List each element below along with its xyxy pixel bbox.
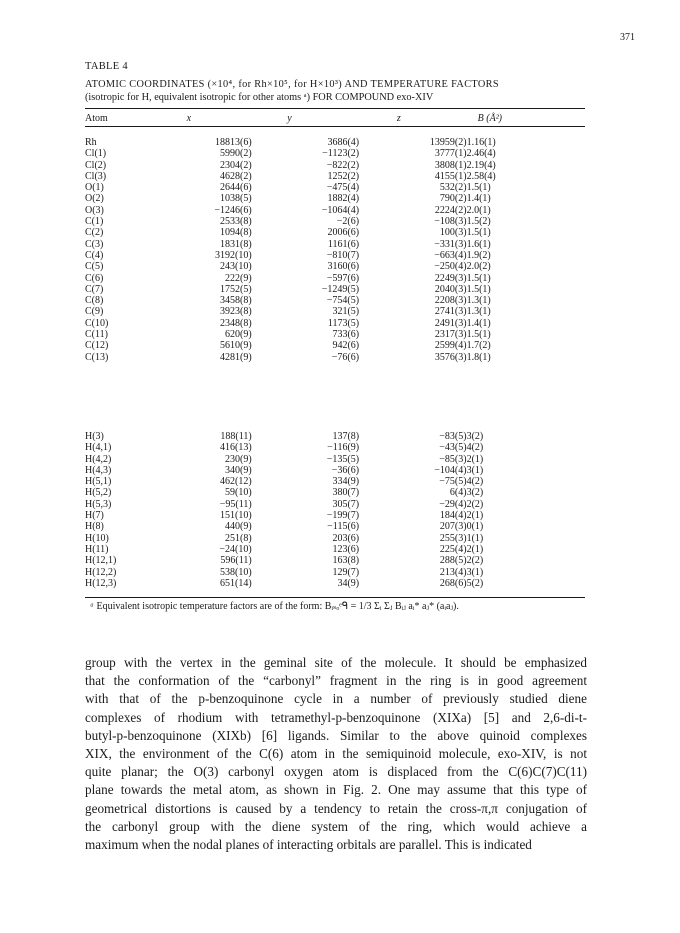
body-line: XIX, the environment of the C(6) atom in the semiquinoid molecule, exo-XIV, is not <box>85 746 587 762</box>
cell-b: 1.9(2) <box>466 249 491 261</box>
cell-atom: H(10) <box>85 532 109 544</box>
cell-b: 1.5(1) <box>466 329 491 341</box>
cell-x: 2644(6) <box>219 182 252 194</box>
cell-x: 416(13) <box>219 442 252 454</box>
cell-x: 222(9) <box>224 272 252 284</box>
cell-z: 532(2) <box>439 182 467 194</box>
cell-b: 1.6(1) <box>466 238 491 250</box>
cell-y: 203(6) <box>332 532 360 544</box>
table-row <box>85 442 585 453</box>
cell-b: 4(2) <box>466 476 484 488</box>
table-top-rule <box>85 108 585 109</box>
cell-z: 288(5) <box>439 555 467 567</box>
cell-atom: C(2) <box>85 227 104 239</box>
cell-atom: C(5) <box>85 261 104 273</box>
cell-b: 2.46(4) <box>466 148 496 160</box>
table-header <box>85 113 585 124</box>
table-row <box>85 329 585 340</box>
cell-b: 3(2) <box>466 431 484 442</box>
cell-b: 1.5(1) <box>466 283 491 295</box>
cell-z: −75(5) <box>439 476 467 488</box>
cell-z: −29(4) <box>439 498 467 510</box>
cell-y: −597(6) <box>326 272 360 284</box>
cell-z: 2741(3) <box>434 306 467 318</box>
cell-x: 1752(5) <box>219 283 252 295</box>
cell-b: 5(2) <box>466 577 484 589</box>
cell-z: −43(5) <box>439 442 467 454</box>
table-row <box>85 476 585 487</box>
table-row <box>85 352 585 363</box>
cell-y: 334(9) <box>332 476 360 488</box>
cell-y: −199(7) <box>326 510 360 522</box>
cell-b: 1.4(1) <box>466 317 491 329</box>
cell-x: 3923(8) <box>219 306 252 318</box>
table-row <box>85 510 585 521</box>
cell-x: 4281(9) <box>219 351 252 363</box>
cell-y: −475(4) <box>326 182 360 194</box>
footnote-text: Equivalent isotropic temperature factors are of the form: Bᵢₛₒᵉᑫ = 1/3 Σᵢ Σⱼ Bᵢⱼ aᵢ* aⱼ* (aᵢaⱼ). <box>96 601 459 612</box>
cell-y: −1249(5) <box>321 283 360 295</box>
cell-b: 1.16(1) <box>466 137 496 148</box>
cell-x: 3458(8) <box>219 295 252 307</box>
table-row <box>85 227 585 238</box>
cell-atom: C(11) <box>85 329 108 341</box>
cell-atom: Rh <box>85 137 97 148</box>
cell-atom: H(12,1) <box>85 555 117 567</box>
cell-z: 184(4) <box>439 510 467 522</box>
cell-x: 538(10) <box>219 566 252 578</box>
table-row <box>85 499 585 510</box>
cell-x: 4628(2) <box>219 170 252 182</box>
body-line: complexes of rhodium with tetramethyl-p-benzoquinone (XIXa) [5] and 2,6-di-t- <box>85 709 587 725</box>
cell-atom: H(5,1) <box>85 476 112 488</box>
table-row <box>85 160 585 171</box>
table-row <box>85 148 585 159</box>
cell-y: −1064(4) <box>321 204 360 216</box>
cell-atom: C(10) <box>85 317 109 329</box>
cell-atom: H(11) <box>85 543 109 555</box>
table-label: TABLE 4 <box>85 61 128 72</box>
table-body-heavy-atoms <box>85 137 585 363</box>
table-row <box>85 137 585 148</box>
cell-z: 207(3) <box>439 521 467 533</box>
cell-z: 2208(3) <box>434 295 467 307</box>
cell-y: −76(6) <box>331 351 360 363</box>
cell-z: 2224(2) <box>434 204 467 216</box>
cell-atom: C(9) <box>85 306 104 318</box>
cell-b: 3(1) <box>466 566 484 578</box>
cell-atom: Cl(2) <box>85 159 107 171</box>
cell-z: 2040(3) <box>434 283 467 295</box>
body-line: geometrical distortions is caused by a tendency to retain the cross-π,π conjugation of <box>85 800 587 816</box>
table-row <box>85 340 585 351</box>
cell-z: 2491(3) <box>434 317 467 329</box>
table-row <box>85 318 585 329</box>
cell-x: 59(10) <box>224 487 252 499</box>
cell-atom: Cl(3) <box>85 170 107 182</box>
cell-b: 2.0(1) <box>466 204 491 216</box>
cell-atom: H(4,3) <box>85 464 112 476</box>
body-line: maximum when the nodal planes of interacting orbitals are parallel. This is indicated <box>85 837 532 853</box>
cell-y: 129(7) <box>332 566 360 578</box>
cell-z: −83(5) <box>439 431 467 442</box>
cell-atom: C(4) <box>85 249 104 261</box>
table-row <box>85 521 585 532</box>
cell-z: −85(3) <box>439 453 467 465</box>
cell-z: 4155(1) <box>434 170 467 182</box>
cell-b: 1.5(1) <box>466 227 491 239</box>
table-row <box>85 182 585 193</box>
cell-b: 2.58(4) <box>466 170 496 182</box>
table-row <box>85 567 585 578</box>
cell-y: 123(6) <box>332 543 360 555</box>
cell-y: 1173(5) <box>327 317 360 329</box>
cell-atom: C(8) <box>85 295 104 307</box>
cell-z: −331(3) <box>434 238 467 250</box>
cell-x: 151(10) <box>219 510 252 522</box>
table-row <box>85 465 585 476</box>
cell-b: 2.0(2) <box>466 261 491 273</box>
cell-atom: Cl(1) <box>85 148 107 160</box>
cell-x: 2348(8) <box>219 317 252 329</box>
cell-b: 3(1) <box>466 464 484 476</box>
cell-y: 3160(6) <box>327 261 360 273</box>
table-bottom-rule <box>85 597 585 598</box>
header-x: x <box>186 113 192 124</box>
cell-atom: H(12,2) <box>85 566 117 578</box>
cell-x: −1246(6) <box>214 204 252 216</box>
header-b: B (Å²) <box>477 113 503 124</box>
cell-y: −116(9) <box>327 442 360 454</box>
cell-x: 243(10) <box>219 261 252 273</box>
cell-y: 733(6) <box>332 329 360 341</box>
cell-z: 268(6) <box>439 577 467 589</box>
cell-atom: H(4,2) <box>85 453 112 465</box>
cell-b: 2(1) <box>466 543 484 555</box>
cell-x: −95(11) <box>219 498 252 510</box>
cell-y: −135(5) <box>326 453 360 465</box>
cell-x: 440(9) <box>224 521 252 533</box>
cell-z: −108(3) <box>434 216 467 228</box>
cell-y: −754(5) <box>326 295 360 307</box>
table-row <box>85 533 585 544</box>
cell-z: 13959(2) <box>429 137 467 148</box>
cell-x: −24(10) <box>219 543 252 555</box>
table-row <box>85 578 585 589</box>
cell-atom: O(1) <box>85 182 104 194</box>
cell-z: −250(4) <box>434 261 467 273</box>
cell-x: 1038(5) <box>219 193 252 205</box>
cell-y: −1123(2) <box>322 148 360 160</box>
cell-x: 2533(8) <box>219 216 252 228</box>
cell-y: 1882(4) <box>327 193 360 205</box>
table-row <box>85 306 585 317</box>
cell-b: 2(2) <box>466 555 484 567</box>
cell-x: 596(11) <box>220 555 252 567</box>
cell-b: 1(1) <box>466 532 484 544</box>
cell-y: 163(8) <box>332 555 360 567</box>
cell-b: 1.5(2) <box>466 216 491 228</box>
cell-z: −663(4) <box>434 249 467 261</box>
cell-y: 137(8) <box>332 431 360 442</box>
cell-x: 18813(6) <box>214 137 252 148</box>
body-line: that the conformation of the “carbonyl” fragment in the ring is in good agreement <box>85 673 587 689</box>
cell-z: 790(2) <box>439 193 467 205</box>
cell-atom: H(8) <box>85 521 104 533</box>
table-caption-line-2: (isotropic for H, equivalent isotropic for other atoms ᵃ) FOR COMPOUND exo-XIV <box>85 91 434 103</box>
page-number: 371 <box>620 32 635 43</box>
cell-b: 2.19(4) <box>466 159 496 171</box>
cell-z: 2249(3) <box>434 272 467 284</box>
cell-x: 251(8) <box>224 532 252 544</box>
cell-z: 3576(3) <box>434 351 467 363</box>
table-row <box>85 250 585 261</box>
cell-b: 4(2) <box>466 442 484 454</box>
table-row <box>85 216 585 227</box>
header-y: y <box>287 113 292 124</box>
cell-y: −115(6) <box>327 521 360 533</box>
cell-atom: C(12) <box>85 340 109 352</box>
cell-atom: H(7) <box>85 510 104 522</box>
table-row <box>85 284 585 295</box>
cell-x: 188(11) <box>220 431 252 442</box>
cell-y: 1252(2) <box>327 170 360 182</box>
cell-atom: C(6) <box>85 272 104 284</box>
table-header-rule <box>85 126 585 127</box>
cell-atom: C(13) <box>85 351 109 363</box>
table-row <box>85 487 585 498</box>
cell-z: 225(4) <box>439 543 467 555</box>
cell-z: 6(4) <box>449 487 467 499</box>
cell-b: 1.3(1) <box>466 306 491 318</box>
cell-z: 2599(4) <box>434 340 467 352</box>
cell-b: 0(1) <box>466 521 484 533</box>
cell-atom: O(2) <box>85 193 104 205</box>
cell-y: −2(6) <box>336 216 360 228</box>
table-footnote <box>90 601 459 612</box>
cell-b: 3(2) <box>466 487 484 499</box>
table-row <box>85 239 585 250</box>
cell-y: 34(9) <box>337 577 360 589</box>
cell-atom: H(12,3) <box>85 577 117 589</box>
cell-y: 3686(4) <box>327 137 360 148</box>
cell-b: 2(1) <box>466 453 484 465</box>
table-row <box>85 273 585 284</box>
cell-y: 380(7) <box>332 487 360 499</box>
cell-y: 305(7) <box>332 498 360 510</box>
cell-x: 5990(2) <box>219 148 252 160</box>
table-row <box>85 205 585 216</box>
cell-b: 2(2) <box>466 498 484 510</box>
cell-x: 5610(9) <box>219 340 252 352</box>
cell-y: −810(7) <box>326 249 360 261</box>
cell-b: 1.4(1) <box>466 193 491 205</box>
cell-y: 1161(6) <box>327 238 360 250</box>
footnote-mark: ᵃ <box>90 601 94 612</box>
cell-b: 1.8(1) <box>466 351 491 363</box>
header-atom: Atom <box>85 113 108 124</box>
cell-z: 100(3) <box>439 227 467 239</box>
cell-x: 620(9) <box>224 329 252 341</box>
cell-x: 1094(8) <box>219 227 252 239</box>
cell-z: 213(4) <box>439 566 467 578</box>
cell-y: 2006(6) <box>327 227 360 239</box>
table-row <box>85 544 585 555</box>
body-line: butyl-p-benzoquinone (XIXb) [6] ligands. Similar to the above quinoid complexes <box>85 727 587 743</box>
cell-z: 3777(1) <box>434 148 467 160</box>
table-row <box>85 431 585 442</box>
cell-atom: O(3) <box>85 204 104 216</box>
table-caption <box>85 79 585 104</box>
table-body-hydrogen-atoms <box>85 431 585 589</box>
cell-y: −822(2) <box>326 159 360 171</box>
table-row <box>85 454 585 465</box>
cell-x: 340(9) <box>224 464 252 476</box>
table-row <box>85 295 585 306</box>
cell-atom: C(3) <box>85 238 104 250</box>
cell-y: 321(5) <box>332 306 360 318</box>
table-row <box>85 261 585 272</box>
body-line: group with the vertex in the geminal site of the molecule. It should be emphasized <box>85 655 587 670</box>
cell-b: 1.5(1) <box>466 272 491 284</box>
cell-x: 230(9) <box>224 453 252 465</box>
cell-atom: H(5,3) <box>85 498 112 510</box>
cell-y: −36(6) <box>331 464 360 476</box>
cell-atom: H(3) <box>85 431 104 442</box>
cell-x: 462(12) <box>219 476 252 488</box>
cell-atom: H(4,1) <box>85 442 112 454</box>
cell-atom: H(5,2) <box>85 487 112 499</box>
body-line: plane towards the metal atom, as shown in Fig. 2. One may assume that this type of <box>85 782 587 798</box>
cell-z: −104(4) <box>434 464 467 476</box>
cell-b: 1.3(1) <box>466 295 491 307</box>
cell-b: 1.5(1) <box>466 182 491 194</box>
cell-b: 2(1) <box>466 510 484 522</box>
cell-z: 255(3) <box>439 532 467 544</box>
body-paragraph <box>85 654 587 854</box>
cell-z: 2317(3) <box>434 329 467 341</box>
body-line: the carbonyl group with the diene system of the ring, which would achieve a <box>85 818 587 834</box>
cell-x: 2304(2) <box>219 159 252 171</box>
cell-x: 3192(10) <box>214 249 252 261</box>
table-row <box>85 171 585 182</box>
cell-b: 1.7(2) <box>466 340 491 352</box>
header-z: z <box>396 113 401 124</box>
table-row <box>85 555 585 566</box>
cell-x: 1831(8) <box>219 238 252 250</box>
cell-z: 3808(1) <box>434 159 467 171</box>
cell-atom: C(7) <box>85 283 104 295</box>
cell-x: 651(14) <box>219 577 252 589</box>
body-line: with that of the p-benzoquinone cycle in a number of previously studied diene <box>85 691 587 707</box>
cell-y: 942(6) <box>332 340 360 352</box>
table-row <box>85 193 585 204</box>
cell-atom: C(1) <box>85 216 104 228</box>
table-caption-line-1: ATOMIC COORDINATES (×10⁴, for Rh×10⁵, for H×10³) AND TEMPERATURE FACTORS <box>85 79 499 90</box>
body-line: quite planar; the O(3) carbonyl oxygen atom is displaced from the C(6)C(7)C(11) <box>85 764 587 780</box>
